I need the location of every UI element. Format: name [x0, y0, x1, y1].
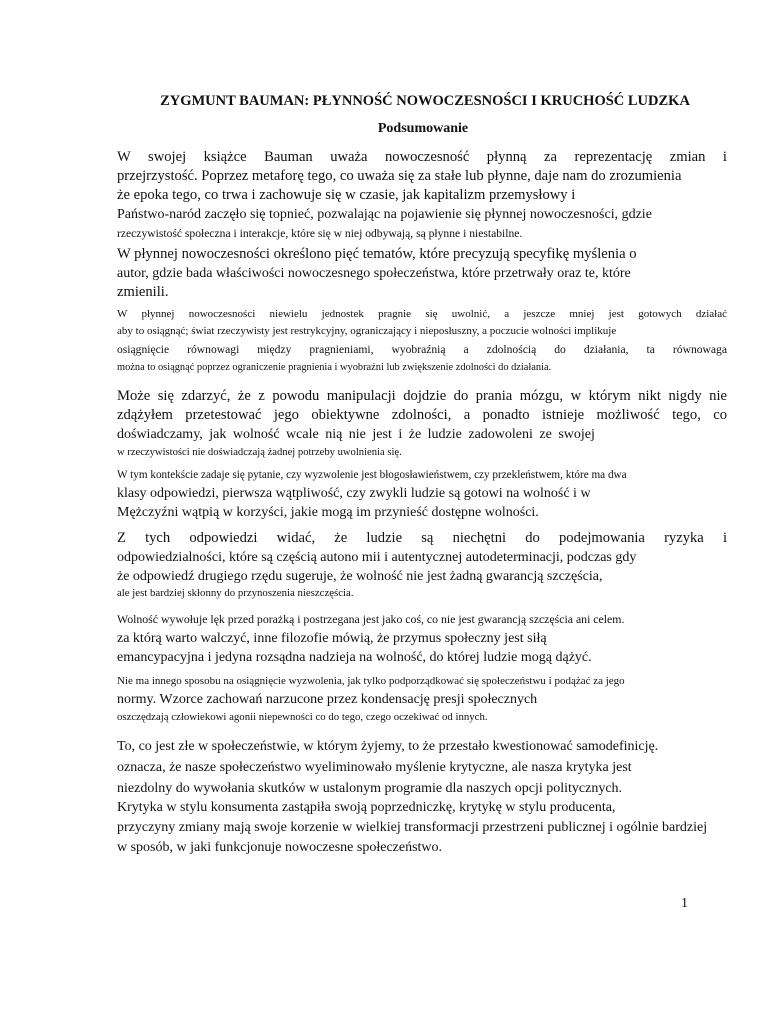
paragraph-line: zmienili. — [117, 284, 169, 300]
paragraph-line: normy. Wzorce zachowań narzucone przez kondensację presji społecznych — [117, 692, 538, 707]
document-title: ZYGMUNT BAUMAN: PŁYNNOŚĆ NOWOCZESNOŚCI I KRUCHOŚĆ LUDZKA — [160, 93, 690, 109]
paragraph-line: odpowiedzialności, które są częścią autono mii i autentycznej autodeterminacji, podczas gdy — [117, 550, 637, 565]
paragraph-line: że epoka tego, co trwa i zachowuje się w czasie, jak kapitalizm przemysłowy i — [117, 187, 576, 203]
section-subtitle: Podsumowanie — [377, 121, 469, 136]
paragraph-line: że odpowiedź drugiego rzędu sugeruje, że wolność nie jest żadną gwarancją szczęścia, — [117, 569, 603, 584]
paragraph-line: za którą warto walczyć, inne filozofie mówią, że przymus społeczny jest siłą — [117, 631, 547, 646]
paragraph-line: można to osiągnąć poprzez ograniczenie pragnienia i wyobraźni lub zwiększenie zdolności do działania. — [117, 362, 552, 373]
paragraph-line: Państwo-naród zaczęło się topnieć, pozwalając na pojawienie się płynnej nowoczesności, gdzie — [117, 207, 652, 222]
paragraph-line: niezdolny do wywołania skutków w ustalonym programie dla naszych opcji politycznych. — [117, 781, 623, 796]
paragraph-line: autor, gdzie bada właściwości nowoczesnego społeczeństwa, które przetrwały oraz te, które — [117, 266, 631, 281]
paragraph-line: W tym kontekście zadaje się pytanie, czy wyzwolenie jest błogosławieństwem, czy przekleństwem, które ma dwa — [117, 469, 627, 481]
page-number: 1 — [681, 896, 688, 911]
paragraph-4 — [117, 387, 727, 461]
paragraph-9 — [117, 736, 727, 799]
paragraph-line: rzeczywistość społeczna i interakcje, które się w niej odbywają, są płynne i niestabilne. — [117, 227, 523, 240]
paragraph-line: W płynnej nowoczesności niewielu jednostek pragnie się uwolnić, a jeszcze mniej jest gotowych działać — [117, 308, 727, 320]
paragraph-line: w sposób, w jaki funkcjonuje nowoczesne społeczeństwo. — [117, 840, 443, 855]
paragraph-line: Wolność wywołuje lęk przed porażką i postrzegana jest jako coś, co nie jest gwarancją szczęścia ani celem. — [117, 612, 625, 626]
paragraph-line: oznacza, że nasze społeczeństwo wyeliminowało myślenie krytyczne, ale nasza krytyka jest — [117, 760, 632, 775]
paragraph-line: Mężczyźni wątpią w korzyści, jakie mogą im przynieść dostępne wolności. — [117, 505, 539, 520]
paragraph-line: Z tych odpowiedzi widać, że ludzie są niechętni do podejmowania ryzyka i — [117, 530, 727, 546]
paragraph-line: w rzeczywistości nie doświadczają żadnej potrzeby uwolnienia się. — [117, 447, 402, 458]
paragraph-7 — [117, 610, 727, 667]
paragraph-line: W swojej książce Bauman uważa nowoczesność płynną za reprezentację zmian i — [117, 149, 727, 165]
paragraph-2 — [117, 245, 727, 302]
paragraph-1 — [117, 148, 727, 243]
paragraph-8 — [117, 673, 727, 725]
paragraph-line: przejrzystość. Poprzez metaforę tego, co uważa się za stałe lub płynne, daje nam do zrozumienia — [117, 168, 682, 184]
paragraph-3 — [117, 306, 727, 376]
paragraph-10 — [117, 798, 727, 858]
paragraph-line: zdążyłem przetestować jego obiektywne zdolności, a ponadto istnieje możliwość tego, co — [117, 407, 727, 423]
paragraph-line: To, co jest złe w społeczeństwie, w którym żyjemy, to że przestało kwestionować samodefinicję. — [117, 739, 659, 754]
paragraph-line: klasy odpowiedzi, pierwsza wątpliwość, czy zwykli ludzie są gotowi na wolność i w — [117, 486, 591, 501]
paragraph-6 — [117, 529, 727, 601]
paragraph-line: przyczyny zmiany mają swoje korzenie w wielkiej transformacji przestrzeni publicznej i ogólnie bardziej — [117, 820, 708, 835]
paragraph-line: ale jest bardziej skłonny do przynoszenia nieszczęścia. — [117, 587, 354, 599]
paragraph-line: doświadczamy, jak wolność wcale nią nie jest i że ludzie zadowoleni ze swojej — [117, 427, 595, 442]
paragraph-line: emancypacyjna i jedyna rozsądna nadzieja na wolność, do której ludzie mogą dążyć. — [117, 650, 592, 665]
paragraph-5 — [117, 467, 727, 522]
paragraph-line: osiągnięcie równowagi między pragnieniami, wyobraźnią a zdolnością do działania, ta równowaga — [117, 343, 727, 356]
paragraph-line: oszczędzają człowiekowi agonii niepewności co do tego, czego oczekiwać od innych. — [117, 711, 488, 723]
paragraph-line: Może się zdarzyć, że z powodu manipulacji dojdzie do prania mózgu, w którym nikt nigdy nie — [117, 388, 727, 404]
paragraph-line: Nie ma innego sposobu na osiągnięcie wyzwolenia, jak tylko podporządkować się społeczeństwu i podążać za jego — [117, 675, 625, 687]
paragraph-line: Krytyka w stylu konsumenta zastąpiła swoją poprzedniczkę, krytykę w stylu producenta, — [117, 800, 616, 815]
paragraph-line: W płynnej nowoczesności określono pięć tematów, które precyzują specyfikę myślenia o — [117, 246, 637, 262]
paragraph-line: aby to osiągnąć; świat rzeczywisty jest restrykcyjny, ograniczający i nieposłuszny, a poczucie wolności implikuje — [117, 325, 617, 337]
